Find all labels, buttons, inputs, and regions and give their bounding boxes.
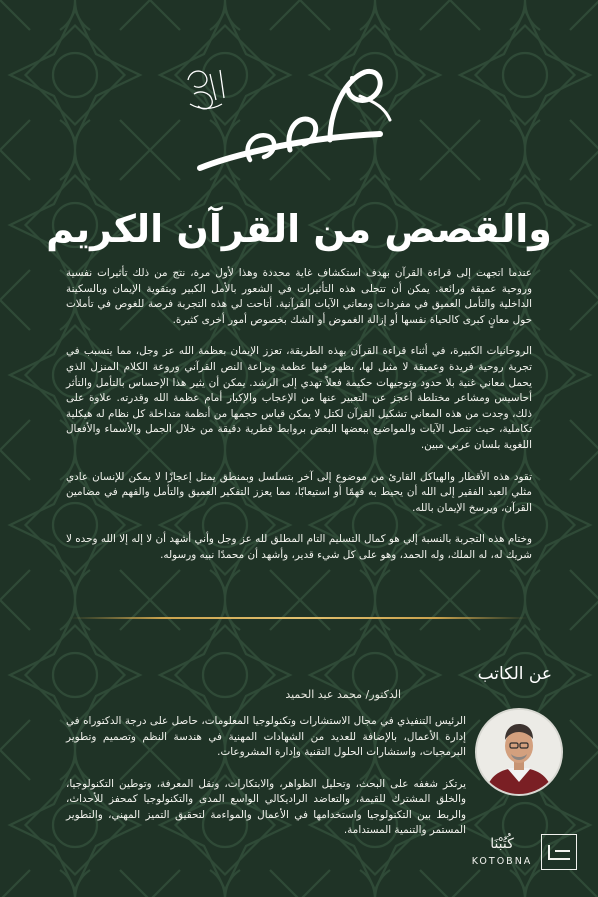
author-name: الدكتور/ محمد عبد الحميد: [285, 688, 401, 701]
kotobna-monogram-icon: [543, 835, 576, 868]
intro-paragraph: تقود هذه الأقطار والهياكل القارئ من موضوع إلى آخر بتسلسل وبمنطق يمثل إعجازًا لا يمكن للإنسان عادي مثلي العبد الفقير إلى الله أن يحيط به فهمًا أو استيعابًا، مما يعزز التفكير العميق والتأمل والفهم في مضامين القرآن، ويرسخ الإيمان بالله.: [66, 470, 532, 514]
author-bio-paragraph: يرتكز شغفه على البحث، وتحليل الظواهر، والابتكارات، ونقل المعرفة، وتوطين التكنولوجيا، والخلق المشترك للقيمة، والتعاضد الراديكالي الواسع المدى والتكنولوجيا كمحفز للأحداث، والربط بين التكنولوجيا واستخدامها في الأعمال والمواءمة لتحقيق التميز المهني، والتطوير المستمر والتنمية المستدامة.: [66, 777, 466, 836]
kotobna-logo: [470, 834, 580, 884]
intro-paragraph: عندما اتجهت إلى قراءة القرآن بهدف استكشاف غاية محددة وهذا لأول مرة، نتج من ذلك تأثيرات نفسية وروحية عميقة ورائعة. يمكن أن تتجلى هذه التأثيرات في الشعور بالأمل الكبير وبتقوية الإيمان وبالسكينة الداخلية والتأمل العميق في مفردات ومعاني الآيات القرآنية. أتاحت لي هذه التجربة فرصة للغوص في تأملات حول معانٍ كبرى كالحياة نفسها أو إزالة الغموض أو الشك بخصوص أمور أخرى كثيرة.: [66, 267, 532, 326]
kotobna-logo-mark: [541, 834, 577, 870]
muhammad-calligraphy: [180, 60, 420, 180]
author-section-heading: عن الكاتب: [477, 664, 552, 684]
intro-paragraph: وختام هذه التجربة بالنسبة إلي هو كمال التسليم التام المطلق لله عز وجل وأني أشهد أن لا إله إلا الله وحده لا شريك له، له الملك، وله الحمد، وهو على كل شيء قدير، وأشهد أن محمدًا نبيه ورسوله.: [66, 533, 532, 561]
kotobna-latin-wordmark: KOTOBNA: [471, 856, 533, 867]
author-photo: [475, 708, 563, 796]
page-title: والقصص من القرآن الكريم: [46, 207, 552, 251]
intro-paragraph: الروحانيات الكبيرة، في أثناء قراءة القرآن بهذه الطريقة، تعزز الإيمان بعظمة الله عز وجل، مما يتسبب في تجربة روحية فريدة وعميقة لا مثيل لها، يظهر فيها عظمة وبراعة النص القرآني وروعة الكلام المنزل الذي يحمل معاني غنية بلا حدود وتوجيهات حكيمة فعلاً تهدي إلى الرشد. يمكن أن يثير هذا الإحساس بالتأمل والتأثر أحاسيس ومشاعر مختلطة أعجز عن التعبير عنها من الإعجاب والإكبار أمام عظمة الله وقدرته. علاوة على ذلك، وجدت من هذه المعاني تشكيل القرآن لكتل لا يمكن قياس حجمها من أنظمة متداخلة كل نظام له هيكلية تكاملية، حيث تتصل الآيات والمواضيع ببعضها البعض بروابط قطرية دقيقة من خلال الجمل والأسماء والأفعال اللغوية بلسان عربي مبين.: [66, 345, 532, 451]
author-bio: [66, 714, 466, 855]
gold-divider: [70, 617, 528, 619]
author-portrait-icon: [477, 710, 561, 794]
author-bio-paragraph: الرئيس التنفيذي في مجال الاستشارات وتكنولوجيا المعلومات، حاصل على درجة الدكتوراه في إدارة الأعمال، بالإضافة للعديد من الشهادات المهنية في هندسة النظم وتصميم وتطوير البرمجيات، واستشارات الحلول التقنية وإدارة المشروعات.: [66, 715, 466, 758]
intro-text: [66, 266, 532, 580]
kotobna-arabic-wordmark: كُتُبْنَا: [490, 836, 514, 852]
